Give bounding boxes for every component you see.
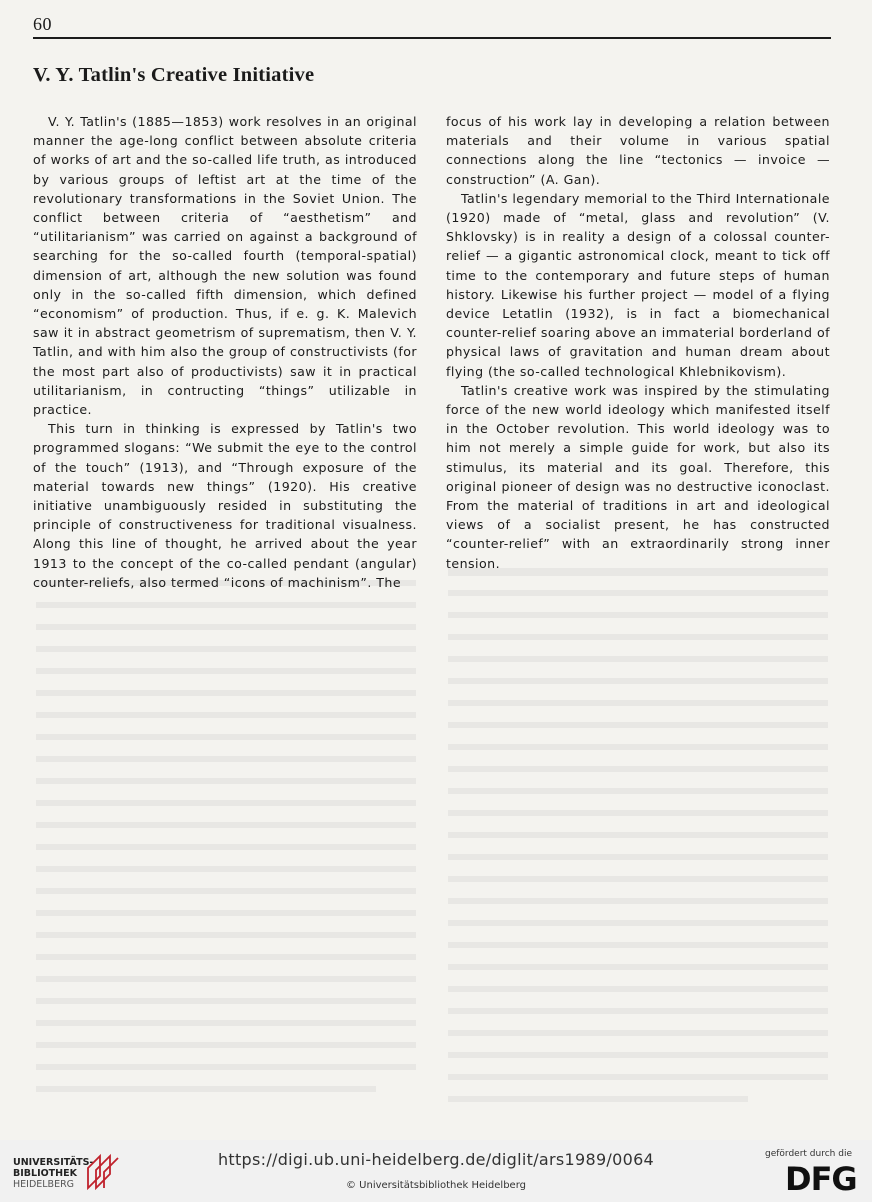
funding-label: gefördert durch die: [765, 1149, 852, 1159]
left-column: [33, 112, 417, 592]
article-title: V. Y. Tatlin's Creative Initiative: [33, 64, 315, 86]
paragraph: Tatlin's legendary memorial to the Third Internationale (1920) made of “metal, glass and revolution” (V. Shklovsky) is in reality a design of a colossal counter-relief — a gigantic astronomical clock, meant to tick off time to the contemporary and future steps of human history. Likewise his further project — model of a flying device Letatlin (1932), is in fact a biomechanical counter-relief soaring above an immaterial borderland of physical laws of gravitation and human dream about flying (the so-called technological Khlebnikovism).: [446, 190, 830, 379]
dfg-logo-icon[interactable]: [785, 1160, 857, 1194]
copyright-notice: © Universitätsbibliothek Heidelberg: [345, 1180, 526, 1191]
library-name-line: BIBLIOTHEK: [13, 1168, 77, 1179]
svg-text:DFG: DFG: [785, 1160, 857, 1194]
paragraph: This turn in thinking is expressed by Tatlin's two programmed slogans: “We submit the eye to the control of the touch” (1913), and “Through exposure of the material towards new things” (1920). His creative initiative unambiguously resided in substituting the principle of constructiveness for traditional visualness. Along this line of thought, he arrived about the year 1913 to the concept of the co-called pendant (angular) counter-reliefs, also termed “icons of machinism”. The: [33, 421, 417, 590]
permalink-url[interactable]: https://digi.ub.uni-heidelberg.de/diglit/ars1989/0064: [217, 1150, 655, 1169]
paragraph: focus of his work lay in developing a relation between materials and their volume in various spatial connections along the line “tectonics — invoice — construction” (A. Gan).: [446, 114, 830, 187]
page-number: 60: [33, 14, 52, 34]
digitization-footer: [0, 1140, 872, 1202]
right-column: [446, 112, 830, 573]
header-rule: [33, 37, 831, 39]
library-name-line: UNIVERSITÄTS-: [13, 1157, 94, 1168]
paragraph: Tatlin's creative work was inspired by the stimulating force of the new world ideology which manifested itself in the October revolution. This world ideology was to him not merely a simple guide for work, but also its stimulus, its material and its goal. Therefore, this original pioneer of design was no destructive iconoclast. From the material of traditions in art and ideological views of a socialist present, he has constructed “counter-relief” with an extraordinarily strong inner tension.: [446, 382, 830, 571]
paragraph: V. Y. Tatlin's (1885—1853) work resolves in an original manner the age-long conflict between absolute criteria of works of art and the so-called life truth, as introduced by various groups of leftist art at the time of the revolutionary transformations in the Soviet Union. The conflict between criteria of “aesthetism” and “utilitarianism” was carried on against a background of searching for the so-called fourth (temporal-spatial) dimension of art, although the new solution was found only in the so-called fifth dimension, which defined “economism” of production. Thus, if e. g. K. Malevich saw it in abstract geometrism of suprematism, then V. Y. Tatlin, and with him also the group of constructivists (for the most part also of productivists) saw it in practical utilitarianism, in contructing “things” utilizable in practice.: [33, 114, 417, 418]
library-name-line: HEIDELBERG: [13, 1179, 75, 1190]
